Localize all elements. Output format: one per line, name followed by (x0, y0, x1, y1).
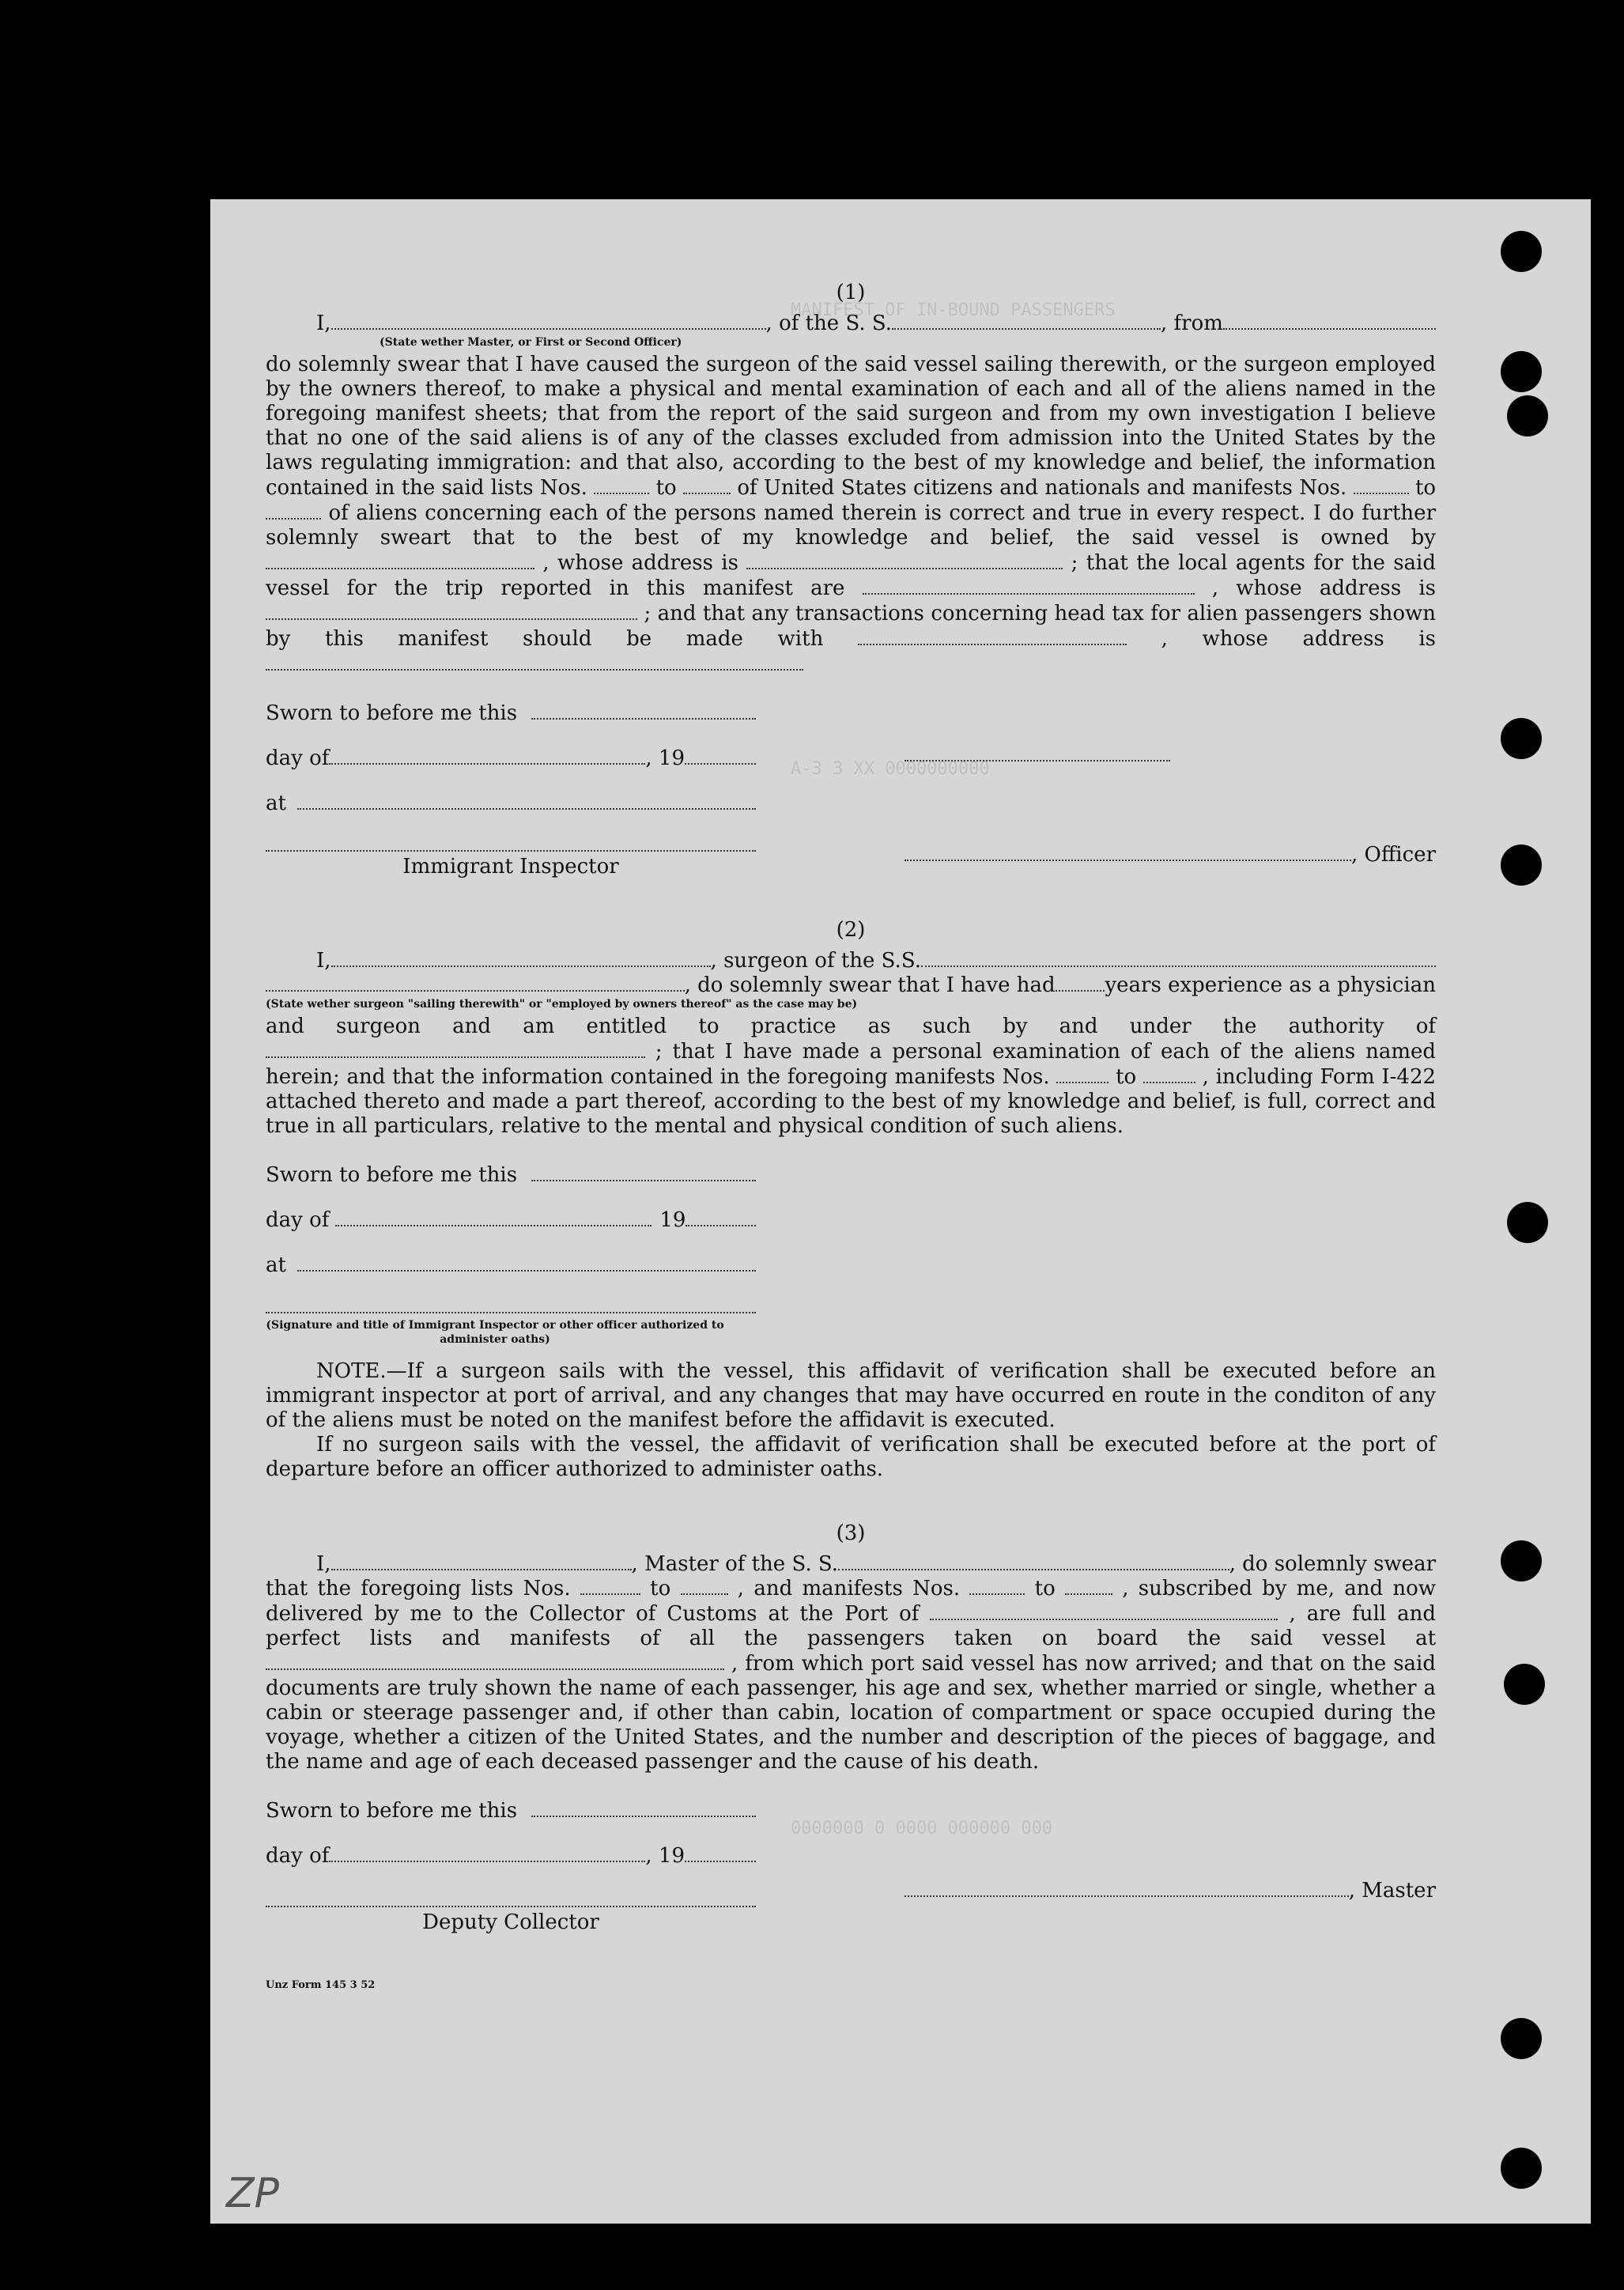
section-1-number: (1) (836, 281, 866, 304)
owner-address-field[interactable] (746, 550, 1063, 569)
local-agents-field[interactable] (863, 576, 1195, 595)
surgeon-vessel-field[interactable] (921, 948, 1436, 967)
label-day-of: day of (266, 1844, 330, 1868)
section-3-number: (3) (836, 1521, 866, 1545)
section-2-oath-block (266, 1162, 756, 1347)
master-name-field[interactable] (331, 1551, 632, 1570)
label-day-of: day of (266, 746, 330, 770)
section-2-body (266, 1015, 1436, 1139)
day-field[interactable] (335, 1207, 651, 1226)
bleed-through-text: A-3 3 XX 0000000000 (791, 759, 990, 779)
bleed-through-text: MANIFEST OF IN-BOUND PASSENGERS (791, 300, 1116, 320)
label-year: 19 (659, 1208, 686, 1232)
year-field[interactable] (685, 1843, 756, 1862)
label-master: , Master (1348, 1879, 1436, 1903)
punch-hole (1501, 351, 1542, 392)
port-field[interactable] (930, 1601, 1278, 1620)
master-signature-field[interactable] (905, 1878, 1349, 1897)
signature-note: (Signature and title of Immigrant Inspector or other officer authorized to administer oaths) (266, 1319, 724, 1346)
punch-hole (1501, 1540, 1542, 1581)
section-3-body (266, 1576, 1436, 1774)
lists-to-field[interactable] (683, 475, 731, 494)
officer-signature-field[interactable] (905, 842, 1351, 861)
label-master-of: , Master of the S. S. (631, 1552, 839, 1576)
manifests-to-field[interactable] (1143, 1064, 1195, 1083)
label-sworn: Sworn to before me this (266, 1163, 518, 1187)
inspector-signature-line[interactable] (266, 836, 756, 852)
day-field[interactable] (329, 1843, 645, 1862)
section-1-body (266, 353, 1436, 677)
official-signature-line[interactable] (266, 1298, 756, 1313)
officer-note: (State wether Master, or First or Second Officer) (380, 336, 682, 349)
label-of-aliens: of aliens concerning each of the persons named therein is correct and true in every respect. I do further solemnly sweart that to the best of my knowledge and belief, the said vessel is owned by (266, 501, 1436, 550)
officer-row (905, 842, 1436, 867)
label-to: to (1116, 1065, 1137, 1089)
day-of-row (266, 1207, 756, 1232)
lists-from-field[interactable] (594, 475, 649, 494)
surgeon-status-field[interactable] (266, 973, 685, 992)
surgeon-note: (State wether surgeon "sailing therewith" or "employed by owners thereof" as the case may be) (266, 998, 858, 1011)
label-foregoing: that the foregoing lists Nos. (266, 1577, 571, 1600)
label-sworn: Sworn to before me this (266, 701, 518, 725)
label-subscribed: , subscribed by me, and now delivered (266, 1577, 1437, 1626)
label-i: I, (316, 312, 331, 335)
label-i: I, (316, 949, 331, 973)
label-local-agents: ; that the local agents for the said vessel for the trip reported in this manifest are (266, 551, 1437, 600)
from-port-field[interactable] (1223, 311, 1436, 330)
sworn-field[interactable] (531, 1162, 756, 1181)
head-tax-address-field[interactable] (266, 652, 803, 671)
year-field[interactable] (685, 746, 756, 765)
label-years-experience: years experience as a physician (1105, 973, 1436, 997)
surgeon-name-field[interactable] (331, 948, 711, 967)
label-at: at (266, 1253, 286, 1277)
punch-hole (1501, 718, 1542, 759)
form-number: Unz Form 145 3 52 (266, 1979, 376, 1991)
punch-hole (1504, 1664, 1545, 1705)
label-transactions: ; and that any transactions concerning head tax for alien passengers shown by this manifest should be made with (266, 602, 1437, 651)
label-do-swear: , do solemnly swear (1229, 1552, 1436, 1576)
lists-from-field[interactable] (580, 1576, 640, 1595)
section-1-first-line (266, 311, 1436, 335)
section-3-oath-block (266, 1798, 756, 1934)
label-officer: , Officer (1350, 843, 1436, 867)
master-signature-row (905, 1878, 1436, 1903)
master-vessel-field[interactable] (838, 1551, 1229, 1570)
label-year: , 19 (645, 1844, 685, 1868)
punch-hole (1501, 2148, 1542, 2189)
manifests-to-field[interactable] (1065, 1576, 1112, 1595)
label-whose-address: , whose address is (1211, 576, 1437, 600)
label-do-swear: , do solemnly swear that I have had (684, 973, 1056, 997)
section-2-body-text-2: , including Form I-422 attached thereto and made a part thereof, according to the best of my knowledge and belief, is full, correct and true in all particulars, relative to the mental and physical condition of such aliens. (266, 1065, 1437, 1138)
lists-to-field[interactable] (681, 1576, 728, 1595)
vessel-name-field[interactable] (892, 311, 1161, 330)
note-paragraph-2: If no surgeon sails with the vessel, the affidavit of verification shall be executed before at the port of departure before an officer authorized to administer oaths. (266, 1433, 1436, 1481)
section-1-oath-block (266, 701, 756, 879)
section-3-body-text: which port said vessel has now arrived; and that on the said documents are truly shown the name of each passenger, his age and sex, whether married or single, whether a cabin or steerage passenger and, if other than cabin, location of compartment or space occupied during the voyage, whether a citizen of the United States, and the number and description of the pieces of baggage, and the name and age of each deceased passenger and the cause of his death. (266, 1652, 1437, 1774)
punch-hole (1501, 231, 1542, 272)
authority-field[interactable] (266, 1039, 645, 1058)
collector-signature-line[interactable] (266, 1891, 756, 1907)
sworn-row (266, 1798, 756, 1823)
section-2-body-text: that I have made a personal examination of each of the aliens named herein; and that the information contained in the foregoing manifests Nos. (266, 1040, 1437, 1089)
immigrant-inspector-label: Immigrant Inspector (402, 855, 619, 879)
label-to: to (1034, 1577, 1056, 1600)
label-sworn: Sworn to before me this (266, 1799, 518, 1823)
day-of-row (266, 746, 756, 770)
manifests-from-field[interactable] (969, 1576, 1025, 1595)
label-year: , 19 (645, 746, 685, 770)
label-to: to (1414, 476, 1437, 500)
form-content (266, 281, 1436, 1993)
label-i: I, (316, 1552, 331, 1576)
manifests-to-field[interactable] (266, 501, 321, 520)
label-whose-address: , whose address is (542, 551, 738, 575)
label-us-citizens: of United States citizens and nationals and manifests Nos. (737, 476, 1347, 500)
label-semicolon: ; (655, 1040, 663, 1064)
handwritten-mark: ZP (226, 2170, 279, 2217)
section-2-second-line (266, 973, 1436, 997)
at-row (266, 1253, 756, 1277)
agents-address-field[interactable] (266, 601, 637, 620)
label-at: at (266, 792, 286, 815)
bleed-through-text: 0000000 0 0000 000000 000 (791, 1819, 1053, 1838)
label-are-full: , are full and perfect lists and (266, 1602, 1436, 1650)
label-from: , from (1161, 312, 1223, 335)
punch-hole (1501, 845, 1542, 886)
label-by-me: by me to the Collector of Customs at the Port of (374, 1602, 920, 1626)
label-to: to (650, 1577, 671, 1600)
punch-hole (1501, 2018, 1542, 2059)
sworn-row (266, 1162, 756, 1187)
section-2-first-line (266, 948, 1436, 973)
officer-name-field[interactable] (331, 311, 766, 330)
manifests-from-field[interactable] (1354, 475, 1409, 494)
day-field[interactable] (329, 746, 645, 765)
signature-line-right[interactable] (905, 746, 1170, 761)
owner-field[interactable] (266, 550, 534, 569)
at-field[interactable] (297, 791, 756, 810)
label-whose-address: whose address is (1202, 627, 1437, 651)
section-3-first-line (266, 1551, 1436, 1576)
label-comma: , (1161, 627, 1168, 651)
label-surgeon-of-ss: , surgeon of the S.S. (710, 949, 921, 973)
sworn-field[interactable] (531, 1798, 756, 1817)
section-1-body-text: do solemnly swear that I have caused the surgeon of the said vessel sailing therewith, or the surgeon employed by the owners thereof, to make a physical and mental examination of each and all of the aliens named in the foregoing manifest sheets; that from the report of the said surgeon and from my own investigation I believe that no one of the said aliens is of any of the classes excluded from admission into the United States by the laws regulating immigration: and that also, according to the best of my knowledge and belief, the information contained in the said lists Nos. (266, 353, 1436, 500)
at-field[interactable] (297, 1253, 756, 1272)
year-field[interactable] (685, 1207, 756, 1226)
head-tax-contact-field[interactable] (858, 626, 1127, 645)
label-to: to (655, 476, 677, 500)
punch-hole (1507, 395, 1548, 436)
deputy-collector-label: Deputy Collector (422, 1910, 599, 1934)
at-row (266, 791, 756, 815)
label-manifests-all: manifests of all the passengers taken on board the said vessel at (509, 1627, 1437, 1650)
note-paragraph-1: NOTE.—If a surgeon sails with the vessel, this affidavit of verification shall be executed before an immigrant inspector at port of arrival, and any changes that may have occurred en route in the conditon of any of the aliens must be noted on the manifest before the affidavit is executed. (266, 1359, 1436, 1432)
departure-port-field[interactable] (266, 1651, 724, 1670)
label-from: , from (731, 1652, 795, 1676)
punch-hole (1507, 1202, 1548, 1243)
day-of-row (266, 1843, 756, 1868)
years-experience-field[interactable] (1056, 973, 1105, 992)
label-and-manifests: , and manifests Nos. (737, 1577, 961, 1600)
sworn-row (266, 701, 756, 725)
label-of-ss: , of the S. S. (765, 312, 893, 335)
label-day-of: day of (266, 1208, 330, 1232)
manifests-from-field[interactable] (1056, 1064, 1108, 1083)
section-2-number: (2) (836, 918, 866, 942)
sworn-field[interactable] (531, 701, 756, 720)
label-authority: and surgeon and am entitled to practice as such by and under the authority of (266, 1015, 1436, 1038)
